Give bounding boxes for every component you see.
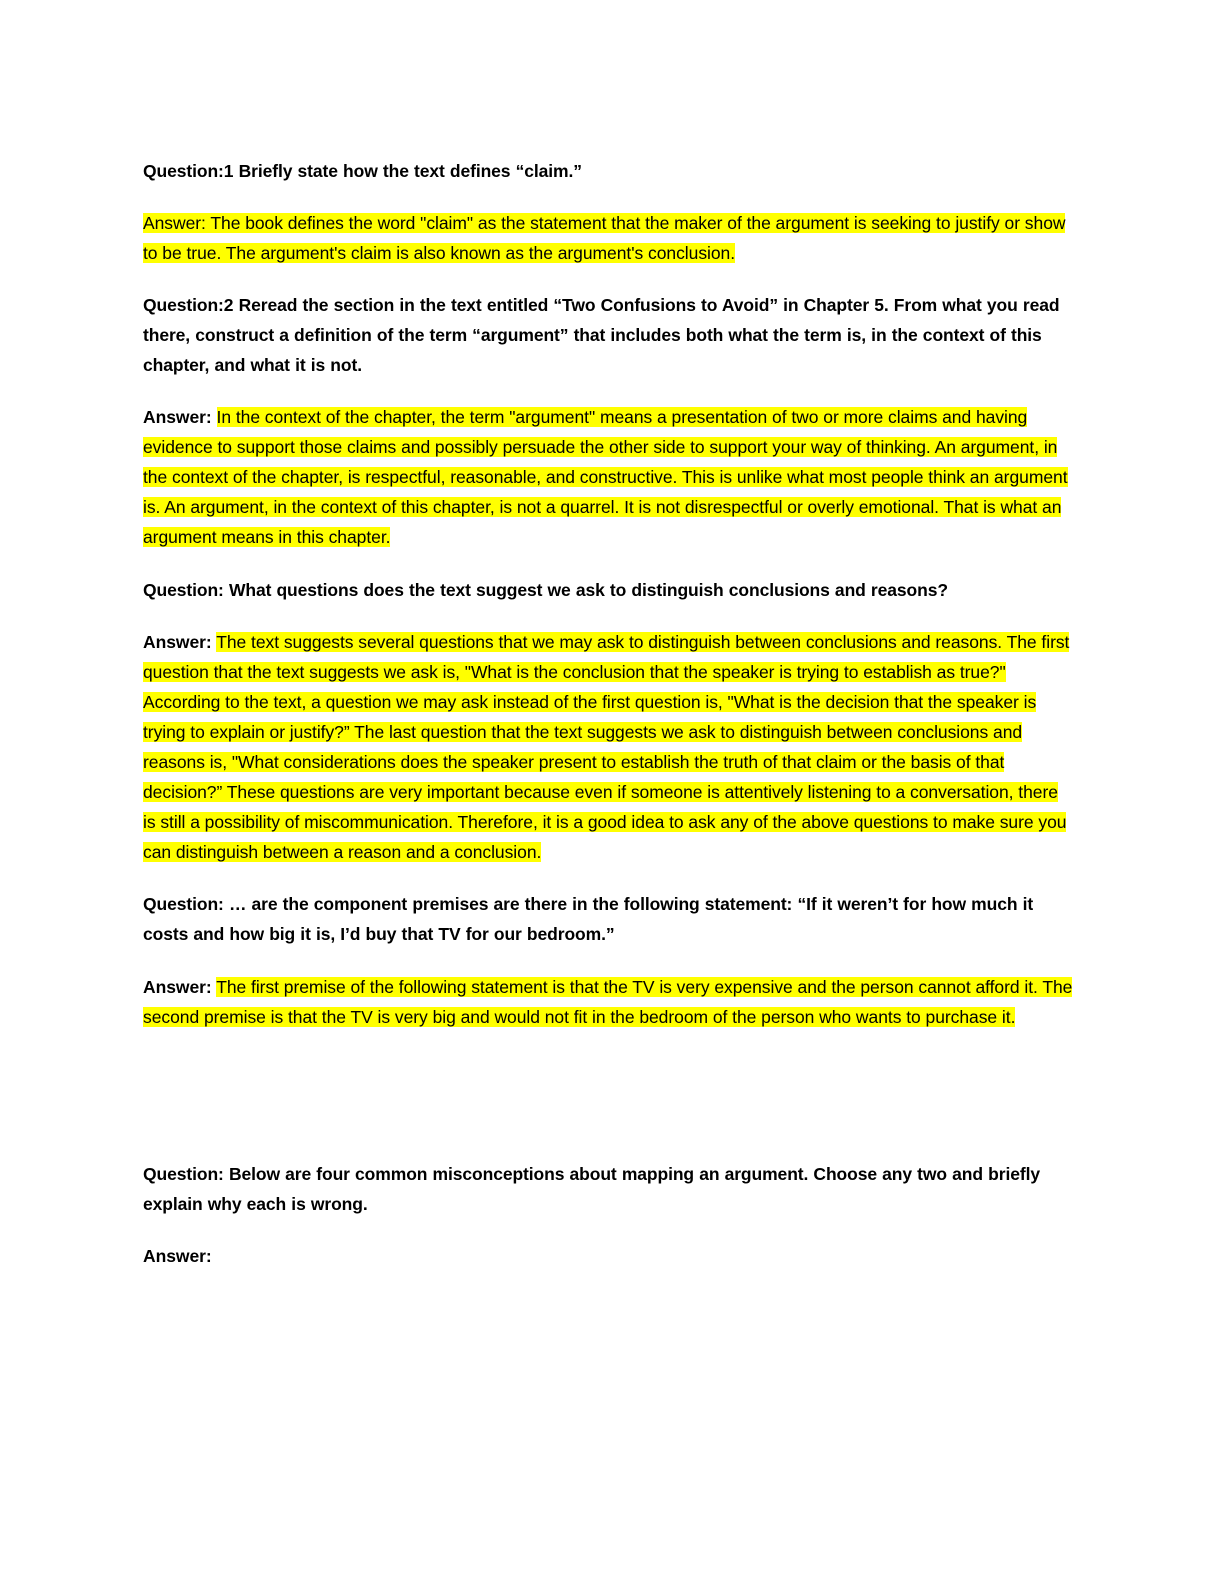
question-label-5: Question: (143, 1164, 224, 1185)
answer-label-2: Answer: (143, 407, 212, 428)
answer-line-4 (143, 972, 1073, 1032)
question-label-4: Question: (143, 894, 224, 915)
answer-label-1: Answer: (143, 212, 206, 233)
answer-line-2 (143, 402, 1073, 552)
answer-block-5 (143, 1241, 1073, 1271)
question-line-2 (143, 290, 1073, 380)
question-text-4: … are the component premises are there in the following statement: “If it weren’t for how much it costs and how big it is, I’d buy that TV for our bedroom.” (143, 894, 1034, 945)
question-text-1: Briefly state how the text defines “claim.” (238, 160, 582, 181)
question-label-1: Question:1 (143, 160, 234, 181)
answer-label-4: Answer: (143, 976, 212, 997)
answer-line-3 (143, 627, 1073, 868)
question-label-2: Question:2 (143, 294, 234, 315)
answer-text-1: The book defines the word "claim" as the statement that the maker of the argument is seeking to justify or show to be true. The argument's claim is also known as the argument's conclusion. (143, 212, 1066, 263)
question-text-3: What questions does the text suggest we ask to distinguish conclusions and reasons? (228, 579, 948, 600)
question-line-4 (143, 889, 1073, 949)
qa-block-3 (143, 575, 1073, 605)
question-line-1 (143, 156, 1073, 186)
answer-line-5 (143, 1241, 1073, 1271)
qa-block-1 (143, 156, 1073, 186)
answer-text-4: The first premise of the following statement is that the TV is very expensive and the person cannot afford it. The second premise is that the TV is very big and would not fit in the bedroom of the person who wants to purchase it. (143, 976, 1073, 1027)
answer-block-4 (143, 972, 1073, 1032)
question-line-3 (143, 575, 1073, 605)
section-spacer (143, 1054, 1073, 1142)
document-body (143, 138, 1073, 1294)
answer-block-3 (143, 627, 1073, 868)
qa-block-5 (143, 1159, 1073, 1219)
answer-text-2: In the context of the chapter, the term "argument" means a presentation of two or more claims and having evidence to support those claims and possibly persuade the other side to support your way of thinking. An argument, in the context of the chapter, is respectful, reasonable, and constructive. This is unlike what most people think an argument is. An argument, in the context of this chapter, is not a quarrel. It is not disrespectful or overly emotional. That is what an argument means in this chapter. (143, 407, 1068, 548)
question-text-5: Below are four common misconceptions about mapping an argument. Choose any two and briefly explain why each is wrong. (143, 1164, 1040, 1215)
answer-text-3: The text suggests several questions that we may ask to distinguish between conclusions and reasons. The first question that the text suggests we ask is, "What is the conclusion that the speaker is trying to establish as true?" According to the text, a question we may ask instead of the first question is, "What is the decision that the speaker is trying to explain or justify?” The last question that the text suggests we ask to distinguish between conclusions and reasons is, "What considerations does the speaker present to establish the truth of that claim or the basis of that decision?” These questions are very important because even if someone is attentively listening to a conversation, there is still a possibility of miscommunication. Therefore, it is a good idea to ask any of the above questions to make sure you can distinguish between a reason and a conclusion. (143, 631, 1070, 863)
answer-block-1 (143, 208, 1073, 268)
answer-line-1 (143, 208, 1073, 268)
question-line-5 (143, 1159, 1073, 1219)
answer-label-5: Answer: (143, 1246, 212, 1267)
qa-block-2 (143, 290, 1073, 380)
answer-label-3: Answer: (143, 631, 212, 652)
qa-block-4 (143, 889, 1073, 949)
answer-block-2 (143, 402, 1073, 552)
question-text-2: Reread the section in the text entitled “Two Confusions to Avoid” in Chapter 5. From what you read there, construct a definition of the term “argument” that includes both what the term is, in the context of this chapter, and what it is not. (143, 294, 1060, 375)
question-label-3: Question: (143, 579, 224, 600)
